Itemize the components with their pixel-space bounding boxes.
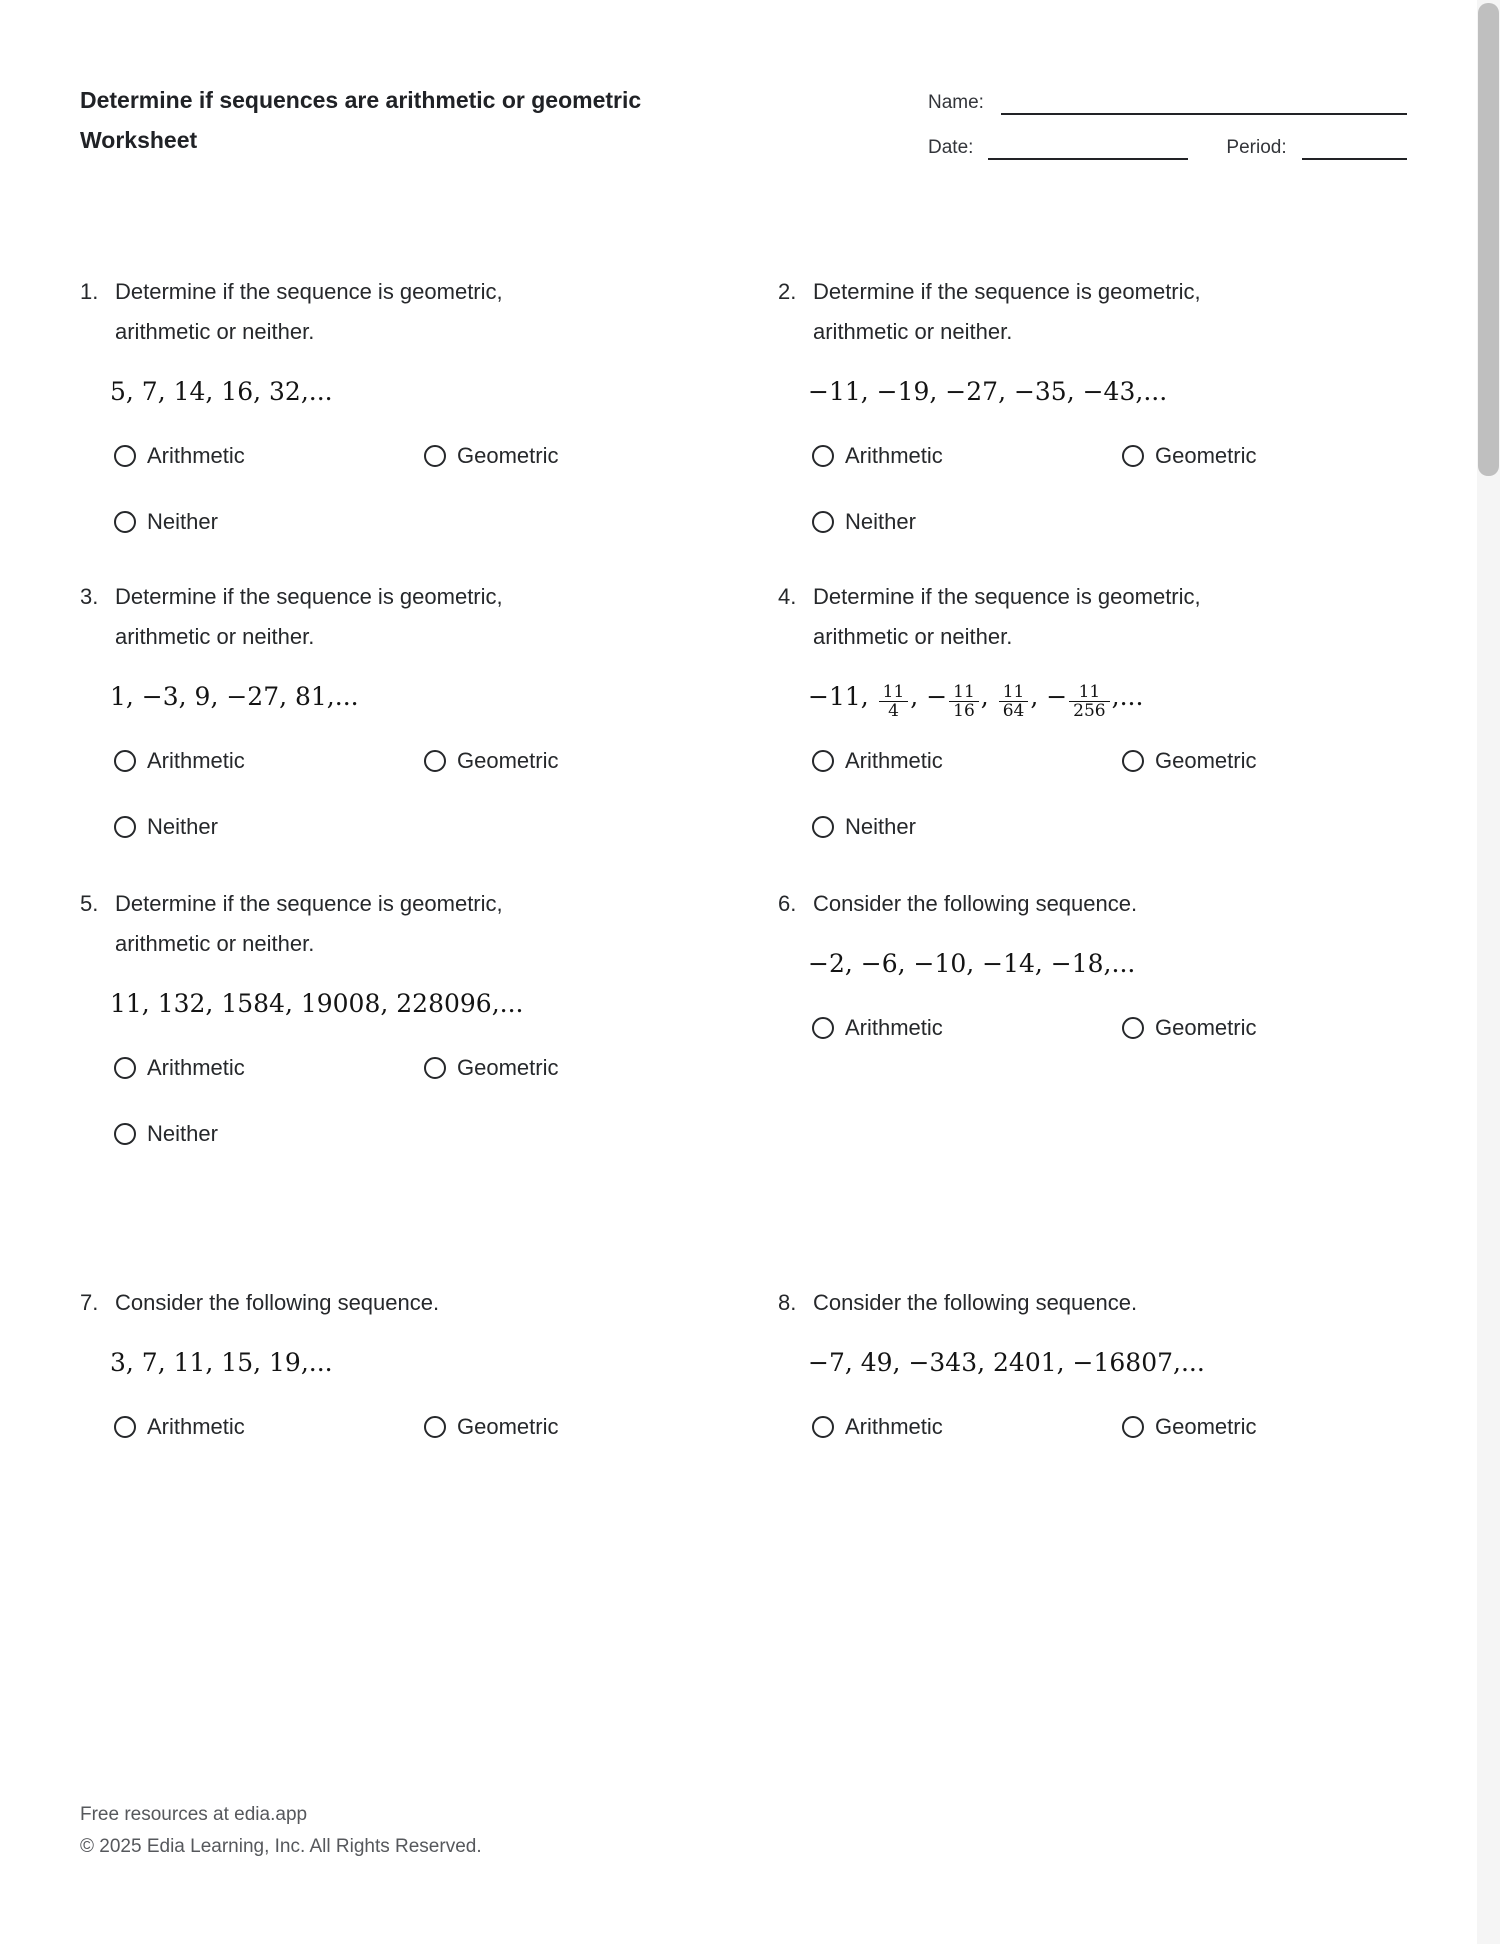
prompt-text [813, 577, 1398, 657]
problem-row-4 [80, 1283, 1398, 1441]
problem-1 [80, 272, 700, 536]
date-label: Date: [928, 137, 974, 158]
radio-circle-icon[interactable] [812, 816, 834, 838]
problem-5-prompt [80, 884, 700, 964]
radio-circle-icon[interactable] [812, 1416, 834, 1438]
prompt-line: arithmetic or neither. [813, 624, 1013, 649]
radio-geometric[interactable] [1122, 442, 1256, 470]
sequence-text: 1, −3, 9, −27, 81,... [110, 682, 359, 711]
prompt-line: Consider the following sequence. [813, 891, 1138, 916]
choice-row [812, 1413, 1398, 1441]
choice-label: Arithmetic [845, 1414, 943, 1439]
sequence-text: −11, $\frac{11}{4}$ , − $\frac{11}{16}$ , $\frac{11}{64}$ , − $\frac{11}{256}$ ,... [808, 682, 1144, 721]
radio-arithmetic[interactable] [812, 1014, 1122, 1042]
prompt-line: arithmetic or neither. [115, 624, 315, 649]
choice-label: Neither [147, 509, 218, 534]
choice-label: Geometric [1155, 1015, 1257, 1040]
period-label: Period: [1226, 137, 1287, 158]
radio-neither[interactable] [812, 508, 1122, 536]
choice-row [812, 813, 1398, 841]
choice-label: Geometric [1155, 443, 1257, 468]
choice-label: Arithmetic [147, 443, 245, 468]
prompt-text [813, 884, 1398, 924]
problem-7-prompt [80, 1283, 700, 1323]
problem-5 [80, 884, 700, 1148]
name-blank-line [1001, 95, 1407, 115]
choice-label: Neither [147, 1121, 218, 1146]
choice-label: Arithmetic [845, 748, 943, 773]
prompt-line: Consider the following sequence. [115, 1290, 440, 1315]
radio-neither[interactable] [114, 1120, 424, 1148]
choice-row [114, 747, 700, 775]
radio-circle-icon[interactable] [114, 816, 136, 838]
choice-label: Geometric [1155, 1414, 1257, 1439]
prompt-text [813, 1283, 1398, 1323]
radio-arithmetic[interactable] [114, 747, 424, 775]
radio-circle-icon[interactable] [114, 750, 136, 772]
choice-label: Geometric [457, 1055, 559, 1080]
radio-circle-icon[interactable] [114, 1416, 136, 1438]
choice-label: Arithmetic [147, 748, 245, 773]
problem-3-prompt [80, 577, 700, 657]
prompt-line: Consider the following sequence. [813, 1290, 1138, 1315]
page-title-line1: Determine if sequences are arithmetic or geometric [80, 87, 642, 113]
sequence-text: −11, −19, −27, −35, −43,... [808, 377, 1168, 406]
problem-8-prompt [778, 1283, 1398, 1323]
radio-circle-icon[interactable] [1122, 445, 1144, 467]
problem-number: 8. [778, 1290, 797, 1315]
problem-8 [778, 1283, 1398, 1441]
radio-circle-icon[interactable] [1122, 1416, 1144, 1438]
problem-number: 5. [80, 891, 99, 916]
radio-arithmetic[interactable] [812, 1413, 1122, 1441]
problem-7 [80, 1283, 700, 1441]
prompt-line: Determine if the sequence is geometric, [813, 279, 1201, 304]
sequence-text: −2, −6, −10, −14, −18,... [808, 949, 1136, 978]
radio-circle-icon[interactable] [424, 445, 446, 467]
prompt-text [115, 577, 700, 657]
choice-label: Geometric [1155, 748, 1257, 773]
footer-resources-text: Free resources at edia.app [80, 1804, 308, 1825]
choice-row [812, 442, 1398, 470]
problem-6 [778, 884, 1398, 1148]
header-fields [928, 91, 1407, 160]
problem-3 [80, 577, 700, 841]
choice-label: Geometric [457, 1414, 559, 1439]
problem-number: 3. [80, 584, 99, 609]
page-title [80, 80, 720, 160]
choice-label: Neither [845, 509, 916, 534]
problem-number: 1. [80, 279, 99, 304]
prompt-line: Determine if the sequence is geometric, [115, 279, 503, 304]
choice-label: Arithmetic [845, 1015, 943, 1040]
date-blank-line [988, 140, 1188, 160]
choice-row [114, 1054, 700, 1082]
prompt-line: arithmetic or neither. [813, 319, 1013, 344]
prompt-line: Determine if the sequence is geometric, [115, 891, 503, 916]
problem-6-prompt [778, 884, 1398, 924]
radio-geometric[interactable] [424, 442, 558, 470]
page-footer [80, 1799, 482, 1863]
prompt-text [115, 272, 700, 352]
prompt-line: Determine if the sequence is geometric, [115, 584, 503, 609]
sequence-text: 5, 7, 14, 16, 32,... [110, 377, 333, 406]
name-field-row [928, 91, 1407, 115]
problem-number: 4. [778, 584, 797, 609]
radio-arithmetic[interactable] [812, 442, 1122, 470]
choice-label: Arithmetic [147, 1055, 245, 1080]
radio-circle-icon[interactable] [812, 445, 834, 467]
choice-label: Geometric [457, 443, 559, 468]
prompt-line: arithmetic or neither. [115, 931, 315, 956]
page-title-line2: Worksheet [80, 127, 198, 153]
radio-geometric[interactable] [424, 1054, 558, 1082]
problem-1-prompt [80, 272, 700, 352]
radio-circle-icon[interactable] [812, 750, 834, 772]
choice-label: Arithmetic [147, 1414, 245, 1439]
choice-label: Neither [845, 814, 916, 839]
period-blank-line [1302, 140, 1407, 160]
radio-circle-icon[interactable] [424, 1057, 446, 1079]
radio-circle-icon[interactable] [1122, 750, 1144, 772]
sequence-text: 3, 7, 11, 15, 19,... [110, 1348, 333, 1377]
radio-geometric[interactable] [424, 747, 558, 775]
prompt-text [813, 272, 1398, 352]
date-period-field-row [928, 136, 1407, 160]
problem-4-prompt [778, 577, 1398, 657]
footer-copyright-text: © 2025 Edia Learning, Inc. All Rights Reserved. [80, 1836, 482, 1857]
radio-arithmetic[interactable] [812, 747, 1122, 775]
problem-row-2 [80, 577, 1398, 841]
radio-circle-icon[interactable] [424, 1416, 446, 1438]
sequence-text: 11, 132, 1584, 19008, 228096,... [110, 989, 524, 1018]
problem-number: 7. [80, 1290, 99, 1315]
radio-geometric[interactable] [424, 1413, 558, 1441]
problem-row-1 [80, 272, 1398, 536]
problem-number: 6. [778, 891, 797, 916]
problem-4 [778, 577, 1398, 841]
choice-row [812, 1014, 1398, 1042]
radio-circle-icon[interactable] [1122, 1017, 1144, 1039]
radio-circle-icon[interactable] [114, 445, 136, 467]
choice-row [812, 508, 1398, 536]
radio-neither[interactable] [114, 813, 424, 841]
radio-circle-icon[interactable] [114, 1057, 136, 1079]
prompt-text [115, 884, 700, 964]
problem-2 [778, 272, 1398, 536]
problem-row-3 [80, 884, 1398, 1148]
scrollbar-thumb[interactable] [1478, 3, 1499, 476]
radio-neither[interactable] [114, 508, 424, 536]
choice-label: Neither [147, 814, 218, 839]
choice-row [812, 747, 1398, 775]
problem-number: 2. [778, 279, 797, 304]
radio-circle-icon[interactable] [812, 511, 834, 533]
radio-geometric[interactable] [1122, 1014, 1256, 1042]
problem-2-prompt [778, 272, 1398, 352]
radio-arithmetic[interactable] [114, 442, 424, 470]
prompt-line: arithmetic or neither. [115, 319, 315, 344]
radio-circle-icon[interactable] [424, 750, 446, 772]
radio-geometric[interactable] [1122, 747, 1256, 775]
radio-circle-icon[interactable] [812, 1017, 834, 1039]
choice-row [114, 442, 700, 470]
sequence-text: −7, 49, −343, 2401, −16807,... [808, 1348, 1205, 1377]
radio-arithmetic[interactable] [114, 1413, 424, 1441]
radio-arithmetic[interactable] [114, 1054, 424, 1082]
choice-row [114, 1413, 700, 1441]
choice-row [114, 813, 700, 841]
radio-circle-icon[interactable] [114, 1123, 136, 1145]
radio-neither[interactable] [812, 813, 1122, 841]
choice-row [114, 508, 700, 536]
choice-row [114, 1120, 700, 1148]
name-label: Name: [928, 92, 984, 113]
choice-label: Arithmetic [845, 443, 943, 468]
radio-geometric[interactable] [1122, 1413, 1256, 1441]
prompt-line: Determine if the sequence is geometric, [813, 584, 1201, 609]
radio-circle-icon[interactable] [114, 511, 136, 533]
prompt-text [115, 1283, 700, 1323]
choice-label: Geometric [457, 748, 559, 773]
scrollbar-track[interactable] [1477, 0, 1500, 1944]
